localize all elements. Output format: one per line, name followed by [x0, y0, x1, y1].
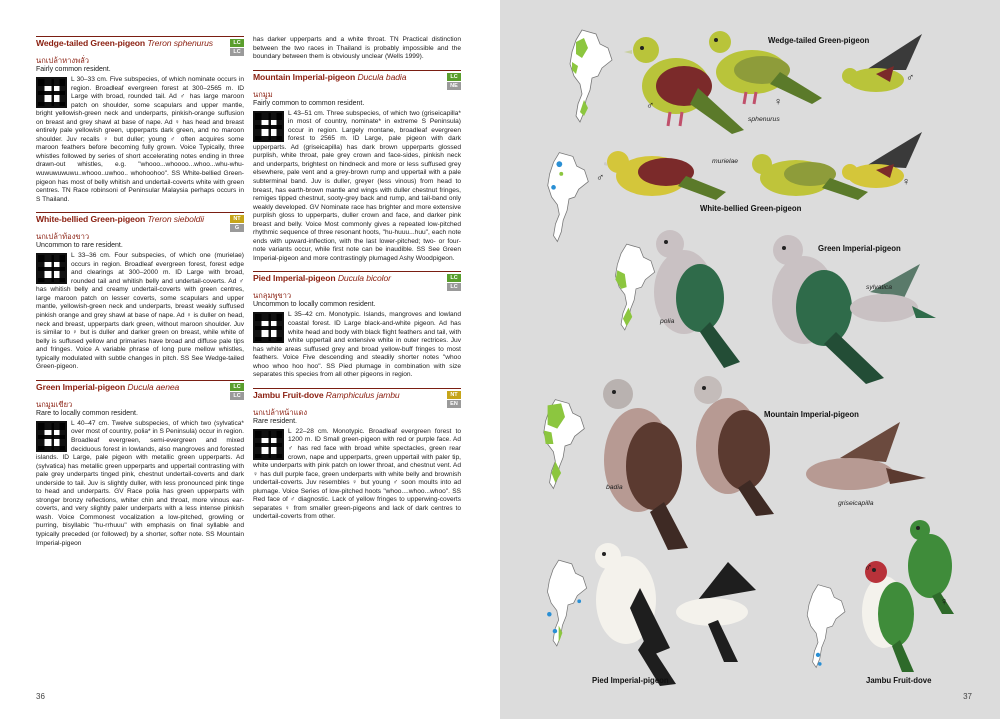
- subspecies-label: griseicapilla: [838, 500, 874, 507]
- status-badge: EN: [447, 400, 461, 408]
- range-map-wedge-tailed: [562, 28, 622, 126]
- female-symbol: ♀: [902, 176, 911, 188]
- species-description-continued: has darker upperparts and a white throat. TN Practical distinction between the two races in Thailand is probably impossible and the boundary between them is obviously unclear (Wells 1999).: [253, 36, 461, 61]
- species-entry-white-bellied: [36, 212, 244, 372]
- status-badge: LC: [447, 274, 461, 282]
- subspecies-label: badia: [606, 484, 623, 491]
- status-badges: [447, 391, 461, 408]
- status-badge: LC: [230, 392, 244, 400]
- female-symbol: ♀: [940, 596, 949, 608]
- status-badge: NT: [230, 215, 244, 223]
- species-description: L 43–51 cm. Three subspecies, of which two (griseicapilla* in most of country, nominate* in extreme S Peninsula) occur in region. Largely montane, broadleaf evergreen forest to 2565 m. ID Large, pale pigeon with dark upperparts. Ad (griseicapilla) has dark brown upperparts glossed purplish, white throat, pale grey crown and face-sides, pinkish neck and underparts, brightest on hindneck and more or less suffused grey elsewhere, pale vent and a grey-brown rump and uppertail with a pale subterminal band. Juv is duller, greyer (less vinous) from head to breast, has earth-brown mantle and wings with duller chestnut fringes, remiges tipped chestnut, sooty-grey back and rump, and tail-band only weakly developed. GV Nominate race has brighter and more extensive purplish gloss to upperparts, duller crown and face, and darker pink breast and belly. Voice Most commonly gives a repeated low-pitched rhythmic sequence of three resonant hoots, "hu-huuu...huu", each note ends with upward-inflection, with the last lower-pitched; two- or four-note variants occur, while first note can be inaudible. SS See Green Imperial-pigeon and more contrastingly plumaged Ashy Woodpigeon.: [253, 109, 461, 262]
- white-bellied-male-illustration: [604, 146, 728, 208]
- thai-name: นกเปล้าท้องขาว: [36, 232, 90, 242]
- species-title: Mountain Imperial-pigeon Ducula badia: [253, 71, 407, 82]
- subspecies-label: sphenurus: [748, 116, 780, 123]
- status-badges: [230, 215, 244, 232]
- status-badges: [230, 39, 244, 56]
- range-map-jambu: [800, 580, 854, 674]
- status-badges: [230, 383, 244, 400]
- text-column-2: [253, 36, 461, 530]
- status-text: Rare to locally common resident.: [36, 409, 138, 417]
- white-bellied-flying-illustration: [836, 130, 928, 202]
- qr-code-icon[interactable]: [253, 111, 284, 142]
- species-description: L 35–42 cm. Monotypic. Islands, mangroves and lowland coastal forest. ID Large black-and-white pigeon. Ad has white head and body with black flight feathers and tail, with white uppertail and extensive white in outer rectrices. Juv has white areas suffused grey and broad yellow-buff fringes to most feathers. Voice Five descending and steadily shorter notes "whoo whoo whoo hoo hoo". SS Pied plumage in combination with size separates this species from all other pigeons in region.: [253, 311, 461, 379]
- text-column-1: [36, 36, 244, 556]
- male-symbol: ♂: [596, 172, 605, 184]
- plate-label-pied-imperial: Pied Imperial-pigeon: [592, 676, 669, 685]
- species-title: Pied Imperial-pigeon Ducula bicolor: [253, 273, 391, 284]
- status-badge: NT: [447, 391, 461, 399]
- male-symbol: ♂: [906, 72, 915, 84]
- species-description: L 33–36 cm. Four subspecies, of which one (murielae) occurs in region. Broadleaf evergreen forest, forest edge and clearings at 300–2000 m. ID Large with broad, rounded tail and whitish belly and undertail-coverts. Ad ♂ has whitish belly and creamy undertail-coverts with green centres, large maroon patch on lesser coverts, some scapulars and upper mantle, yellowish-green neck and underparts, breast weakly suffused pinkish orange and grey shawl at base of nape. Ad ♀ is duller on head, neck and breast, upperparts dark green, without maroon shoulder. Juv is similar to ♀ but is duller and darker green on breast, while white of belly is suffused yellow and primaries have broad and diffuse pale tips and fringes. Voice A variable phrase of long pure mellow whistles, typically modulated with subtle changes in pitch. SS See Wedge-tailed Green-pigeon.: [36, 252, 244, 371]
- status-badge: NE: [447, 82, 461, 90]
- status-badge: LC: [230, 48, 244, 56]
- page-number: 36: [36, 692, 45, 701]
- subspecies-label: sylvatica: [866, 284, 893, 291]
- male-symbol: ♂: [646, 100, 655, 112]
- status-badge: G: [230, 224, 244, 232]
- mountain-imperial-flying-illustration: [790, 418, 930, 502]
- male-symbol: ♂: [864, 562, 873, 574]
- status-badge: LC: [230, 383, 244, 391]
- status-badge: LC: [447, 283, 461, 291]
- subspecies-label: murielae: [712, 158, 739, 165]
- thai-name: นกเปล้าหน้าแดง: [253, 407, 308, 417]
- page-number: 37: [963, 692, 972, 701]
- plate-label-green-imperial: Green Imperial-pigeon: [818, 244, 901, 253]
- qr-code-icon[interactable]: [36, 77, 67, 108]
- range-map-white-bellied: [540, 148, 598, 248]
- status-text: Fairly common resident.: [36, 66, 111, 73]
- plate-label-wedge-tailed: Wedge-tailed Green-pigeon: [768, 36, 870, 45]
- plate-label-mountain-imperial: Mountain Imperial-pigeon: [764, 410, 859, 419]
- status-badge: LC: [230, 39, 244, 47]
- status-badges: [447, 274, 461, 291]
- status-text: Rare resident.: [253, 417, 297, 425]
- species-entry-pied-imperial: [253, 271, 461, 379]
- qr-code-icon[interactable]: [36, 253, 67, 284]
- thai-name: นกลุมพูขาว: [253, 291, 292, 301]
- status-text: Uncommon to locally common resident.: [253, 301, 376, 309]
- green-imperial-polia-illustration: [640, 222, 750, 372]
- species-title: White-bellied Green-pigeon Treron sieboldii: [36, 214, 204, 225]
- species-entry-wedge-tailed: [36, 36, 244, 204]
- subspecies-label: polia: [660, 318, 675, 325]
- species-entry-jambu: [253, 388, 461, 522]
- status-text: Fairly common to common resident.: [253, 99, 365, 107]
- species-description: L 40–47 cm. Twelve subspecies, of which two (sylvatica* over most of country, polia* in S Peninsula) occur in region. Broadleaf evergreen, semi-evergreen and mixed deciduous forest in lowlands, also mangroves and forested islands. ID Large, pale pigeon with metallic green upperparts. Ad (sylvatica) has metallic green upperparts and uppertail contrasting with pale grey underparts tinged pink, chestnut undertail-coverts and dark underside to tail. Juv is slightly duller, with less pronounced pink tinge to head and underparts. GV Race polia has green upperparts with stronger bronzy reflections, whiter chin and throat, more vinous ear-coverts, and very slightly paler underparts with a less intense pinkish wash. Voice Commonest vocalization a low-pitched, growling or purring, bisyllabic "hu-rrhuuu" with emphasis on final syllable and typically preceded (or followed) by a shorter, softer note. SS Mountain Imperial-pigeon: [36, 419, 244, 547]
- thai-name: นกเปล้าหางพลั่ว: [36, 56, 90, 65]
- qr-code-icon[interactable]: [253, 429, 284, 460]
- range-map-mountain-imperial: [536, 396, 594, 494]
- mountain-imperial-griseicapilla-illustration: [678, 368, 802, 518]
- species-entry-green-imperial: [36, 380, 244, 548]
- thai-name: นกมูม: [253, 89, 273, 99]
- species-description: L 30–33 cm. Five subspecies, of which nominate occurs in region. Broadleaf evergreen forest at 300–2565 m. ID Large with broad, rounded tail. Ad ♂ has large maroon patch on shoulder, some scapulars and upper mantle, bright yellowish-green neck and underparts, pinkish-orange suffusion on breast and grey shawl at base of nape. Ad ♀ has head and breast entirely pale yellowish green, upperparts dark green, and no maroon shoulder. Juv recalls ♀ but duller; young ♂ often acquires some maroon feathers before becoming fully grown. Voice Typically, three whistles followed by series of short accelerating notes ending in three drawn-out whistles, e.g. "whooo...whoooo...whoo...whu-whu-wuwuwuwuwu..whooo..uwhoo.. whohoohoo". SS White-bellied Green-pigeon has most of belly whitish and undertail-coverts white with green centres. TN Race robinsoni of Peninsular Malaysia perhaps occurs in S Thailand.: [36, 76, 244, 203]
- species-title: Wedge-tailed Green-pigeon Treron sphenurus: [36, 38, 213, 48]
- green-imperial-flying-illustration: [840, 262, 936, 334]
- species-title: Jambu Fruit-dove Ramphiculus jambu: [253, 389, 400, 400]
- right-page-plate: [500, 0, 1000, 719]
- species-entry-mountain-imperial: [253, 70, 461, 264]
- species-title: Green Imperial-pigeon Ducula aenea: [36, 381, 180, 392]
- status-badge: LC: [447, 73, 461, 81]
- qr-code-icon[interactable]: [253, 312, 284, 343]
- status-badges: [447, 73, 461, 90]
- female-symbol: ♀: [774, 96, 783, 108]
- thai-name: นกมูมเขียว: [36, 399, 73, 409]
- status-text: Uncommon to rare resident.: [36, 242, 123, 250]
- pied-imperial-flying-illustration: [668, 560, 768, 664]
- species-description: L 22–28 cm. Monotypic. Broadleaf evergreen forest to 1200 m. ID Small green-pigeon with red or purple face. Ad ♂ has red face with broad white spectacles, green rear crown, nape and upperparts, green uppertail with paler tip, white underparts with pink patch on lower throat, and chestnut vent. Ad ♀ has dull purple face, green underparts with white belly and brownish undertail-coverts. Juv resembles ♀ but young ♂ soon moults into ad plumage. Voice Series of low-pitched hoots "whoo....whoo...whoo". SS Red face of ♂ diagnostic. Lack of yellow fringes to upperwing-coverts separates ♀ from smaller green-pigeons and lack of dark centres to undertail-coverts from other.: [253, 427, 461, 521]
- qr-code-icon[interactable]: [36, 421, 67, 452]
- plate-label-white-bellied: White-bellied Green-pigeon: [700, 204, 802, 213]
- species-entry-continuation: [253, 36, 461, 62]
- plate-label-jambu: Jambu Fruit-dove: [866, 676, 932, 685]
- jambu-female-illustration: [898, 516, 970, 616]
